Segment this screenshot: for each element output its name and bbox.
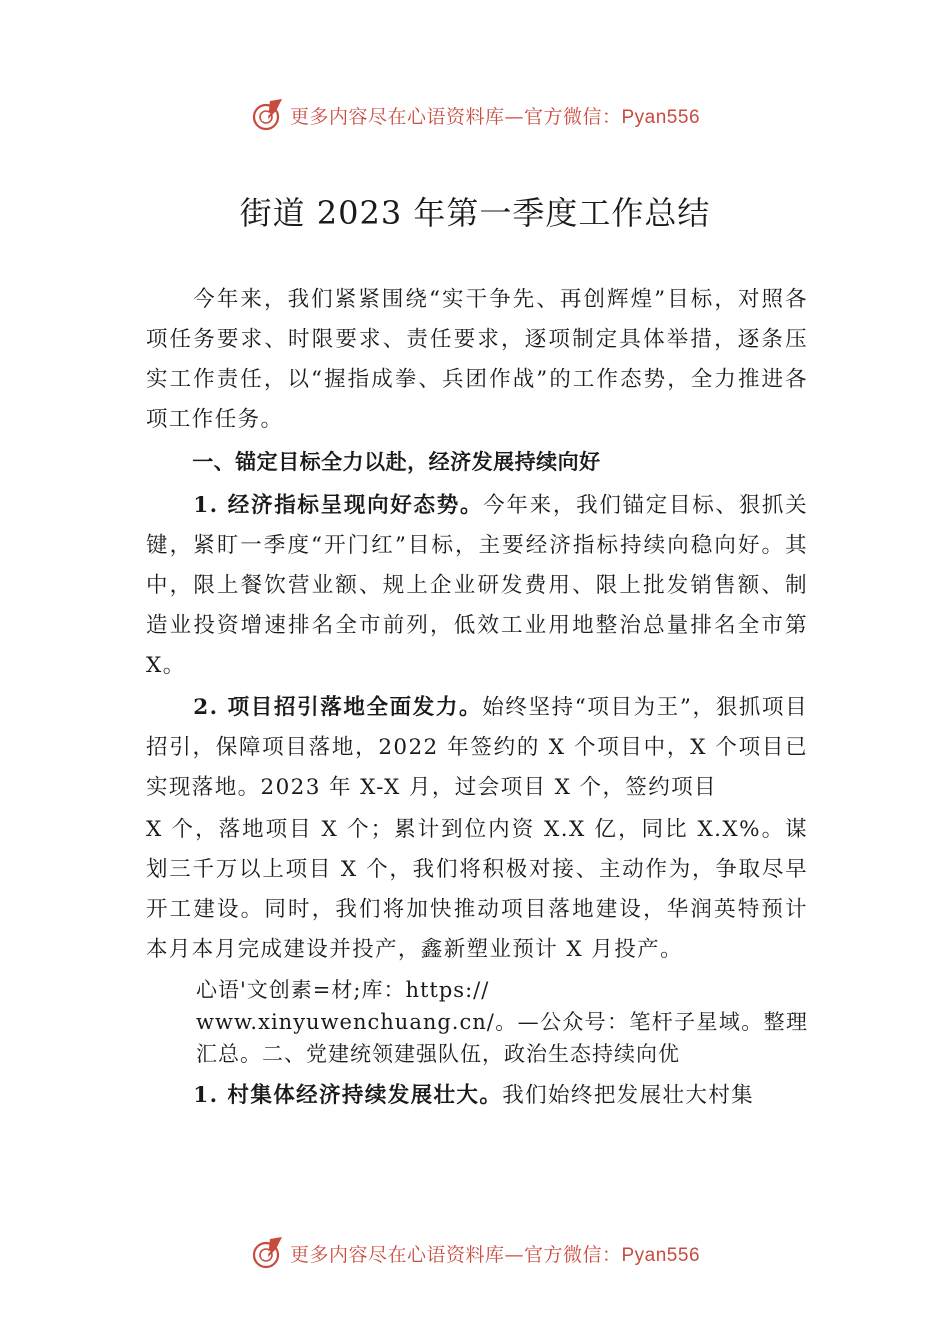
watermark-text: 更多内容尽在心语资料库—官方微信：Pyan556 [289,1243,701,1266]
watermark-text: 更多内容尽在心语资料库—官方微信：Pyan556 [289,105,701,128]
pen-logo-icon [250,97,286,133]
item-2-text-a: 始终坚持“项目为王”，狠抓项目招引，保障项目落地，2022 年签约的 X 个项目中，X 个项目已实现落地。2023 年 X-X 月，过会项目 X 个，签约项目 [146,695,809,800]
section-heading: 一、锚定目标全力以赴，经济发展持续向好 [192,450,601,474]
paragraph-item-3 [146,1076,808,1116]
item-3-text: 我们始终把发展壮大村集 [502,1083,755,1108]
header-watermark [0,95,950,135]
footer-watermark [0,1233,950,1273]
paragraph-item-1 [146,486,808,686]
paragraph-item-2 [146,688,808,808]
item-1-text: 今年来，我们锚定目标、狠抓关键，紧盯一季度“开门红”目标，主要经济指标持续向稳向好。其中，限上餐饮营业额、规上企业研发费用、限上批发销售额、制造业投资增速排名全市前列，低效工业用地整治总量排名全市第 X。 [146,493,808,678]
intro-paragraph: 今年来，我们紧紧围绕“实干争先、再创辉煌”目标，对照各项任务要求、时限要求、责任要求，逐项制定具体举措，逐条压实工作责任，以“握指成拳、兵团作战”的工作态势，全力推进各项工作任务。 [146,287,808,432]
item-1-lead: 1. 经济指标呈现向好态势。 [193,493,484,518]
item-3-lead: 1. 村集体经济持续发展壮大。 [193,1083,503,1108]
item-2-lead: 2. 项目招引落地全面发力。 [193,695,483,720]
document-title: 街道 2023 年第一季度工作总结 [239,194,711,232]
document-body [146,280,808,1116]
source-note-line-2: www.xinyuwenchuang.cn/。—公众号：笔杆子星域。整理汇总。二、党建统领建强队伍，政治生态持续向优 [196,1010,808,1066]
paragraph-item-2-cont: X 个，落地项目 X 个；累计到位内资 X.X 亿，同比 X.X%。谋划三千万以上项目 X 个，我们将积极对接、主动作为，争取尽早开工建设。同时，我们将加快推动项目落地建设，华润英特预计本月本月完成建设并投产，鑫新塑业预计 X 月投产。 [146,817,808,962]
source-note-line-1: 心语'文创素=材;库：https:// [196,978,490,1002]
pen-logo-icon [250,1235,286,1271]
